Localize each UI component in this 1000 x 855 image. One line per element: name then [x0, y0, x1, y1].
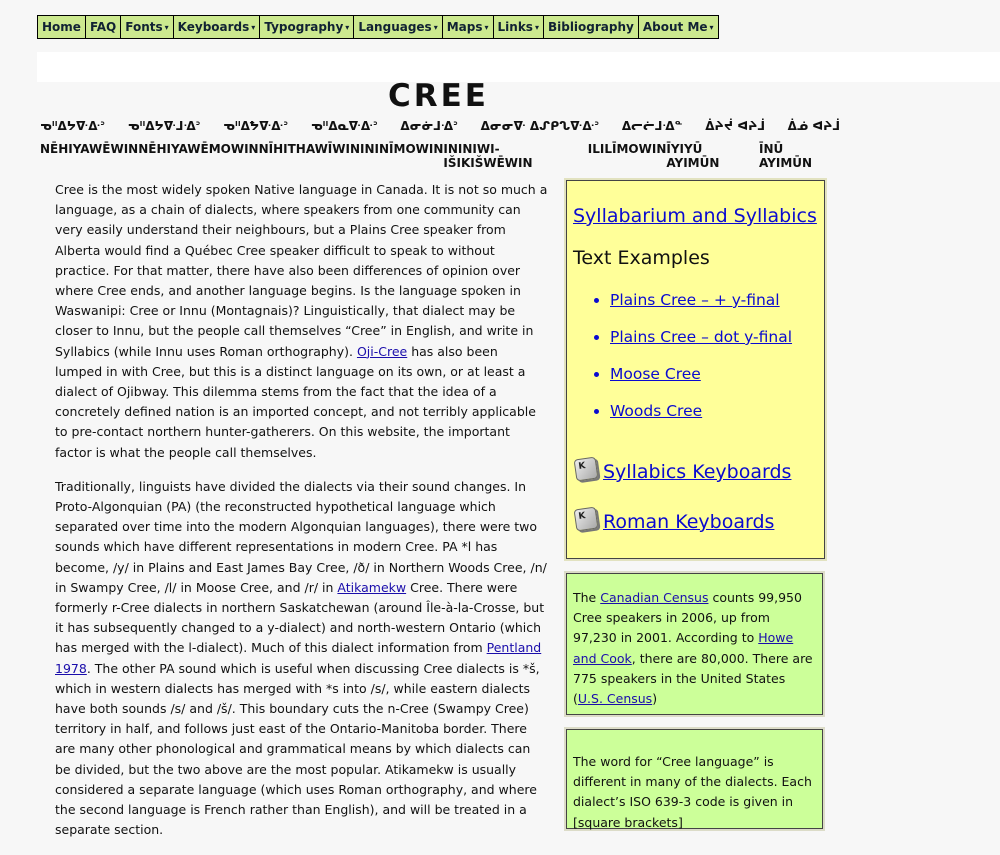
- nav-label: Languages: [358, 20, 432, 34]
- nav-fonts[interactable]: [121, 16, 173, 38]
- resources-box: [566, 180, 825, 559]
- main-content: [55, 180, 548, 855]
- nav-maps[interactable]: [443, 16, 494, 38]
- text: Traditionally, linguists have divided the dialects via their sound changes. In Proto-Algonquian (PA) (the reconstructed hypothetical language which separated over time into the modern Algonquian languages), there were two sounds which have different representations in modern Cree. PA *l has become, /y/ in Plains and East James Bay Cree, /ð/ in Northern Woods Cree, /n/ in Swampy Cree, /l/ in Moose Cree, and /r/ in: [55, 478, 547, 595]
- dialects-paragraph: [55, 477, 548, 841]
- text: The: [573, 590, 601, 605]
- keyboard-key-icon: K: [574, 457, 599, 482]
- syllabic-name: ᐃᓂᓂᐍ ᐃᔑᑭᔐᐍᐏᐣ: [480, 119, 600, 133]
- syllabarium-link[interactable]: Syllabarium and Syllabics: [573, 205, 817, 227]
- list-item[interactable]: [610, 328, 792, 346]
- text: Cree is the most widely spoken Native language in Canada. It is not so much a language, as a chain of dialects, where speakers from one community can very easily understand their neighbours, but a Plains Cree speaker from Alberta would find a Québec Cree speaker difficult to speak to without practice. For that matter, there have also been differences of opinion over where Cree ends, and another language begins. Is the language spoken in Waswanipi: Cree or Innu (Montagnais)? Linguistically, that dialect may be closer to Innu, but the people call themselves “Cree” in English, and write in Syllabics (while Innu uses Roman orthography).: [55, 182, 548, 359]
- list-item[interactable]: [610, 365, 792, 383]
- latin-name: ININĪMOWIN: [360, 142, 444, 156]
- syllabics-keyboards-row[interactable]: [575, 461, 791, 483]
- intro-paragraph: [55, 180, 548, 463]
- syllabics-keyboards-link[interactable]: Syllabics Keyboards: [603, 461, 792, 483]
- nav-links[interactable]: [494, 16, 544, 38]
- examples-list: [567, 291, 792, 439]
- language-word-box: [566, 729, 823, 829]
- nav-label: Fonts: [125, 20, 163, 34]
- caret-down-icon: ▾: [709, 22, 714, 32]
- nav-home[interactable]: [38, 16, 86, 38]
- syllabic-name: ᓀᐦᐃᔭᐍᒧᐎᐣ: [127, 119, 201, 133]
- text: counts 99,950 Cree speakers in 2006, up from 97,230 in 2001. According to: [573, 590, 802, 646]
- census-box: [566, 573, 823, 715]
- latin-name: NĪHITHAWĪWIN: [258, 142, 361, 156]
- caret-down-icon: ▾: [345, 22, 350, 32]
- example-link[interactable]: Moose Cree: [610, 365, 701, 383]
- latin-name: ININIWI-IŠIKIŠWĒWIN: [443, 142, 533, 170]
- syllabic-name: ᓀᐦᐃᓇᐍᐏᐣ: [310, 119, 378, 133]
- nav-about-me[interactable]: [639, 16, 718, 38]
- nav-keyboards[interactable]: [174, 16, 261, 38]
- text: ): [652, 691, 658, 707]
- latin-name: NĒHIYAWĒWIN: [40, 142, 139, 156]
- text: The word for “Cree language” is different in many of the dialects. Each dialect’s ISO 639-3 code is given in [square brackets]: [573, 754, 812, 830]
- latin-dialect-names: [40, 142, 840, 170]
- syllabic-name: ᐄᔨᔫ ᐊᔨᒨ: [705, 119, 765, 133]
- nav-label: Links: [497, 20, 533, 34]
- syllabic-name: ᓀᐦᐃᔭᐍᐏᐣ: [40, 119, 106, 133]
- keyboard-key-icon: K: [574, 507, 599, 532]
- nav-label: About Me: [642, 20, 708, 34]
- nav-bibliography[interactable]: [544, 16, 639, 38]
- latin-name: ĪYIYŪ AYIMŪN: [666, 142, 720, 170]
- nav-label: Maps: [446, 20, 483, 34]
- nav-label: Typography: [264, 20, 344, 34]
- example-link[interactable]: Plains Cree – + y-final: [610, 291, 780, 309]
- nav-label: Keyboards: [177, 20, 250, 34]
- nav-label: Bibliography: [547, 20, 634, 34]
- syllabic-dialect-names: [40, 119, 840, 133]
- nav-typography[interactable]: [260, 16, 354, 38]
- roman-keyboards-row[interactable]: [575, 511, 774, 533]
- pentland-link[interactable]: Pentland 1978: [55, 640, 542, 676]
- latin-name: ILILĪMOWIN: [587, 142, 667, 156]
- text: , there are 80,000. There are 775 speakers in the United States (: [573, 650, 813, 707]
- howe-cook-link[interactable]: Howe and Cook: [573, 630, 794, 666]
- syllabic-name: ᓀᐦᐃᖬᐍᐏᐣ: [223, 119, 289, 133]
- text: has also been lumped in with Cree, but this is a distinct language on its own, or at least a dialect of Ojibway. This dilemma stems from the fact that the idea of a concretely defined nation is an imported concept, and not terribly applicable to pre-contact northern hunter-gatherers. On this website, the important factor is what the people call themselves.: [55, 343, 536, 460]
- caret-down-icon: ▾: [164, 22, 169, 32]
- text: . The other PA sound which is useful when discussing Cree dialects is *š, which in western dialects has merged with *s into /s/, while eastern dialects have both sounds /s/ and /š/. This boundary cuts the n-Cree (Swampy Cree) territory in half, and follows just east of the Ontario-Manitoba border. There are many other phonological and grammatical means by which dialects can be divided, but the two above are the most popular. Atikamekw is usually considered a separate language (which uses Roman orthography, and where the second language is French rather than English), and will be treated in a separate section.: [55, 660, 540, 838]
- list-item[interactable]: [610, 402, 792, 420]
- list-item[interactable]: [610, 291, 792, 309]
- canadian-census-link[interactable]: Canadian Census: [600, 590, 709, 605]
- caret-down-icon: ▾: [433, 22, 438, 32]
- syllabic-name: ᐄᓅ ᐊᔨᒨ: [787, 119, 840, 133]
- example-link[interactable]: Woods Cree: [610, 402, 703, 420]
- example-link[interactable]: Plains Cree – dot y-final: [610, 328, 793, 346]
- nav-languages[interactable]: [354, 16, 442, 38]
- nav-faq[interactable]: [86, 16, 121, 38]
- top-nav: [37, 15, 719, 39]
- caret-down-icon: ▾: [484, 22, 489, 32]
- oji-cree-link[interactable]: Oji-Cree: [356, 343, 408, 359]
- atikamekw-link[interactable]: Atikamekw: [337, 579, 407, 595]
- roman-keyboards-link[interactable]: Roman Keyboards: [603, 511, 775, 533]
- text: Cree. There were formerly r-Cree dialects in northern Saskatchewan (around Île-à-la-Crosse, but it has subsequently changed to a y-dialect) and north-western Ontario (which has merged with the l-dialect). Much of this dialect information from: [55, 579, 545, 656]
- caret-down-icon: ▾: [251, 22, 256, 32]
- latin-name: NĒHIYAWĒMOWIN: [138, 142, 259, 156]
- caret-down-icon: ▾: [534, 22, 539, 32]
- us-census-link[interactable]: U.S. Census: [577, 691, 653, 707]
- text-examples-heading: Text Examples: [573, 247, 710, 269]
- page-title: CREE: [388, 78, 489, 114]
- latin-name: ĪNŪ AYIMŪN: [759, 142, 813, 170]
- syllabic-name: ᐃᓕᓖᒧᐎᓐ: [621, 119, 683, 133]
- nav-label: FAQ: [89, 20, 117, 34]
- syllabic-name: ᐃᓂᓃᒧᐎᐣ: [400, 119, 458, 133]
- nav-label: Home: [42, 20, 81, 34]
